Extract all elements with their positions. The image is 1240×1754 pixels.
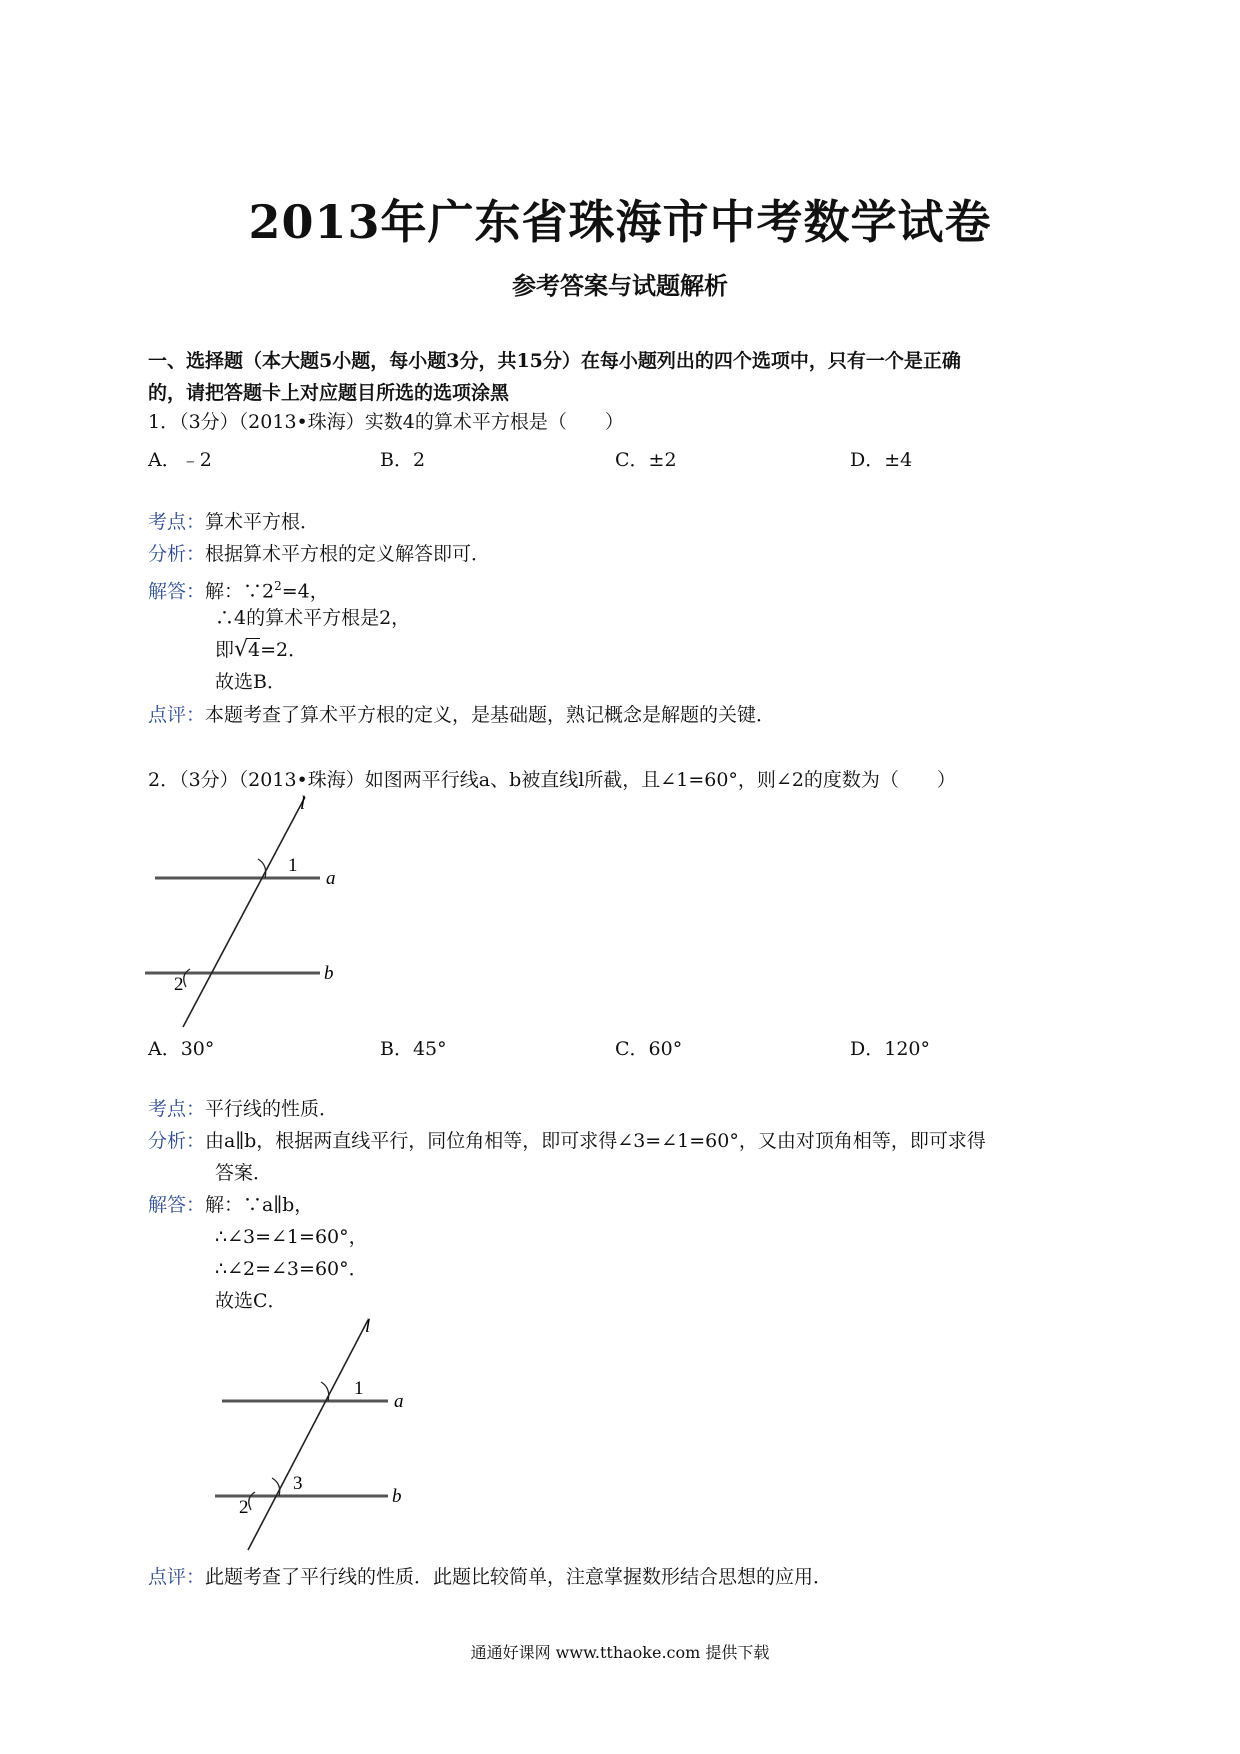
dianping-text: 此题考查了平行线的性质．此题比较简单，注意掌握数形结合思想的应用．	[205, 1566, 833, 1588]
fenxi-label: 分析：	[148, 1130, 206, 1152]
page-subtitle: 参考答案与试题解析	[512, 271, 728, 300]
dianping-label: 点评：	[148, 704, 206, 726]
q2-option-d: D．120°	[850, 1038, 930, 1060]
q2-option-a: A．30°	[148, 1038, 215, 1060]
page-footer: 通通好课网 www.tthaoke.com 提供下载	[470, 1643, 770, 1662]
label-l: l	[300, 795, 306, 814]
jieda-label: 解答：	[148, 580, 206, 603]
q1-kaodian	[148, 510, 319, 534]
label-l: l	[365, 1318, 371, 1337]
q1-stem: 1．（3分）（2013•珠海）实数4的算术平方根是（ ）	[148, 411, 624, 433]
transversal-line-l	[248, 1318, 371, 1550]
dianping-text: 本题考查了算术平方根的定义，是基础题，熟记概念是解题的关键．	[205, 704, 776, 726]
kaodian-text: 平行线的性质．	[205, 1098, 339, 1120]
label-a: a	[394, 1391, 404, 1412]
label-b: b	[324, 963, 334, 984]
label-angle-2: 2	[239, 1497, 249, 1518]
label-b: b	[392, 1486, 402, 1507]
q2-option-c: C．60°	[615, 1038, 683, 1060]
section-heading	[148, 345, 1108, 409]
q1-fenxi	[148, 542, 490, 566]
jieda-text: 解：∵a∥b，	[205, 1194, 314, 1216]
fenxi-text: 由a∥b，根据两直线平行，同位角相等，即可求得∠3=∠1=60°，又由对顶角相等，即可求得	[205, 1130, 986, 1152]
section-heading-line1: 一、选择题（本大题5小题，每小题3分，共15分）在每小题列出的四个选项中，只有一个是正确	[148, 350, 961, 372]
label-angle-3: 3	[293, 1473, 303, 1494]
q1-option-b: B．2	[380, 449, 426, 471]
q2-kaodian	[148, 1097, 338, 1121]
jieda-text-pre: 解：∵2	[205, 580, 275, 603]
jieda-text-post: =4，	[281, 580, 329, 603]
q2-jieda	[148, 1193, 313, 1217]
transversal-line-l	[183, 797, 305, 1027]
sqrt-symbol: √	[234, 637, 249, 662]
q1-jieda-line3	[215, 638, 307, 662]
q2-figure-2	[210, 1318, 430, 1558]
q2-stem: 2．（3分）（2013•珠海）如图两平行线a、b被直线l所截，且∠1=60°，则∠2的度数为（ ）	[148, 769, 956, 791]
q1-option-c: C．±2	[615, 449, 677, 471]
kaodian-label: 考点：	[148, 1098, 206, 1120]
section-heading-line2: 的，请把答题卡上对应题目所选的选项涂黑	[148, 382, 510, 404]
q1-jieda	[148, 574, 329, 603]
q2-fenxi-line2: 答案．	[215, 1162, 273, 1184]
kaodian-label: 考点：	[148, 511, 206, 533]
sqrt-radicand: 4	[248, 639, 261, 661]
fenxi-text: 根据算术平方根的定义解答即可．	[205, 543, 491, 565]
q2-fenxi	[148, 1129, 986, 1153]
jieda3-pre: 即	[215, 639, 235, 661]
jieda-superscript: 2	[274, 579, 282, 593]
kaodian-text: 算术平方根．	[205, 511, 320, 533]
label-angle-1: 1	[354, 1378, 364, 1399]
jieda-label: 解答：	[148, 1194, 206, 1216]
label-a: a	[326, 868, 336, 889]
q1-option-a: A．﹣2	[148, 449, 212, 471]
q1-jieda-line2: ∴4的算术平方根是2，	[215, 607, 411, 629]
q1-option-d: D．±4	[850, 449, 913, 471]
q2-option-b: B．45°	[380, 1038, 447, 1060]
q2-jieda-line4: 故选C．	[215, 1290, 287, 1312]
q2-dianping	[148, 1565, 832, 1589]
q1-jieda-line4: 故选B．	[215, 671, 286, 693]
page-title: 2013年广东省珠海市中考数学试卷	[248, 195, 992, 249]
label-angle-1: 1	[288, 855, 298, 876]
label-angle-2: 2	[174, 974, 184, 995]
q1-dianping	[148, 703, 775, 727]
dianping-label: 点评：	[148, 1566, 206, 1588]
q2-figure-1	[140, 795, 360, 1035]
jieda3-post: =2．	[260, 639, 308, 661]
fenxi-label: 分析：	[148, 543, 206, 565]
q2-jieda-line2: ∴∠3=∠1=60°，	[215, 1226, 368, 1248]
angle-3-arc	[272, 1478, 280, 1496]
angle-1-arc	[258, 859, 266, 878]
q2-jieda-line3: ∴∠2=∠3=60°．	[215, 1258, 368, 1280]
